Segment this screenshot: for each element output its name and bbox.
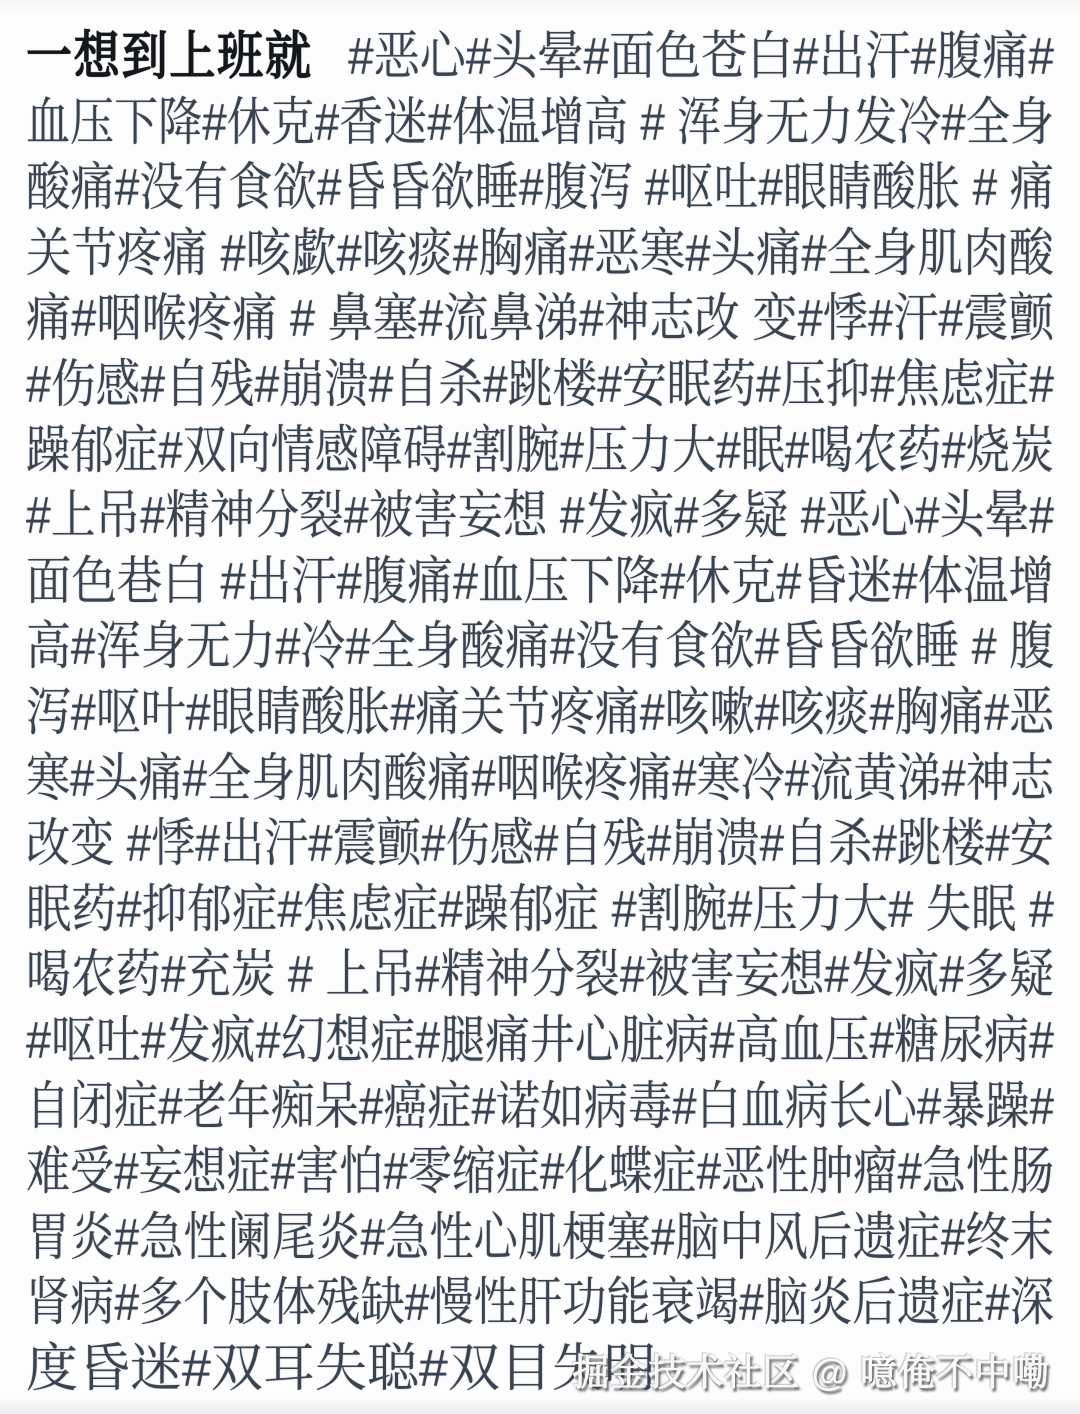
hashtag-line-20 bbox=[26, 1271, 1054, 1337]
hashtag-line-11 bbox=[26, 681, 1054, 747]
hashtag-text: 自闭症#老年痴呆#癌症#诺如病毒#白血病长心#暴躁# bbox=[26, 1077, 1054, 1136]
hashtag-text: 泻#呕叶#眼睛酸胀#痛关节疼痛#咳嗽#咳痰#胸痛#恶 bbox=[26, 683, 1054, 742]
hashtag-text: 难受#妄想症#害怕#零缩症#化蝶症#恶性肿瘤#急性肠 bbox=[26, 1143, 1054, 1202]
hashtag-text: 度昏迷#双耳失聪#双目失明 bbox=[26, 1339, 656, 1398]
hashtag-line-16 bbox=[26, 1009, 1054, 1075]
watermark: 掘金技术社区 @ 噫俺不中嘞 bbox=[572, 1352, 1050, 1393]
hashtag-text: 喝农药#充炭 # 上吊#精神分裂#被害妄想#发疯#多疑 bbox=[26, 946, 1054, 1005]
hashtag-text: #呕吐#发疯#幻想症#腿痛井心脏病#高血压#糖尿病# bbox=[26, 1011, 1054, 1070]
hashtag-line-15 bbox=[26, 943, 1054, 1009]
hashtag-line-9 bbox=[26, 550, 1054, 616]
hashtag-text: #恶心#头晕#面色苍白#出汗#腹痛# bbox=[348, 28, 1054, 86]
hashtag-line-8 bbox=[26, 484, 1054, 550]
hashtag-line-10 bbox=[26, 615, 1054, 681]
hashtag-text: 痛#咽喉疼痛 # 鼻塞#流鼻涕#神志改 变#悸#汗#震颤 bbox=[26, 290, 1054, 349]
hashtag-text: 肾病#多个肢体残缺#慢性肝功能衰竭#脑炎后遗症#深 bbox=[26, 1274, 1054, 1333]
hashtag-text: 关节疼痛 #咳歔#咳痰#胸痛#恶寒#头痛#全身肌肉酸 bbox=[26, 224, 1054, 283]
hashtag-text: 面色巷白 #出汗#腹痛#血压下降#休克#昏迷#体温增 bbox=[26, 552, 1054, 611]
hashtag-line-14 bbox=[26, 878, 1054, 944]
hashtag-line-7 bbox=[26, 419, 1054, 485]
hashtag-line-19 bbox=[26, 1206, 1054, 1272]
hashtag-line-12 bbox=[26, 747, 1054, 813]
hashtag-text: 胃炎#急性阑尾炎#急性心肌梗塞#脑中风后遗症#终末 bbox=[26, 1208, 1054, 1267]
hashtag-text: #伤感#自残#崩溃#自杀#跳楼#安眠药#压抑#焦虑症# bbox=[26, 355, 1054, 414]
line-text bbox=[26, 25, 1054, 91]
hashtag-text: 血压下降#休克#香迷#体温增高 # 浑身无力发冷#全身 bbox=[26, 93, 1054, 152]
hashtag-line-17 bbox=[26, 1075, 1054, 1141]
hashtag-line-4 bbox=[26, 222, 1054, 288]
hashtag-line-1 bbox=[26, 25, 1054, 91]
hashtag-line-6 bbox=[26, 353, 1054, 419]
hashtag-text: 躁郁症#双向情感障碍#割腕#压力大#眠#喝农药#烧炭 bbox=[26, 421, 1054, 480]
title-lead: 一想到上班就 bbox=[26, 28, 313, 86]
hashtag-line-5 bbox=[26, 287, 1054, 353]
hashtag-text: 眠药#抑郁症#焦虑症#躁郁症 #割腕#压力大# 失眠 # bbox=[26, 880, 1054, 939]
hashtag-text: 改变 #悸#出汗#震颤#伤感#自残#崩溃#自杀#跳楼#安 bbox=[26, 815, 1054, 874]
hashtag-text: 寒#头痛#全身肌肉酸痛#咽喉疼痛#寒冷#流黄涕#神志 bbox=[26, 749, 1054, 808]
hashtag-line-13 bbox=[26, 812, 1054, 878]
hashtag-line-3 bbox=[26, 156, 1054, 222]
hashtag-line-18 bbox=[26, 1140, 1054, 1206]
hashtag-line-2 bbox=[26, 91, 1054, 157]
hashtag-text: 酸痛#没有食欲#昏昏欲睡#腹泻 #呕吐#眼睛酸胀 # 痛 bbox=[26, 159, 1054, 218]
hashtag-text: #上吊#精神分裂#被害妄想 #发疯#多疑 #恶心#头晕# bbox=[26, 487, 1054, 546]
hashtag-text: 高#浑身无力#冷#全身酸痛#没有食欲#昏昏欲睡 # 腹 bbox=[26, 618, 1054, 677]
